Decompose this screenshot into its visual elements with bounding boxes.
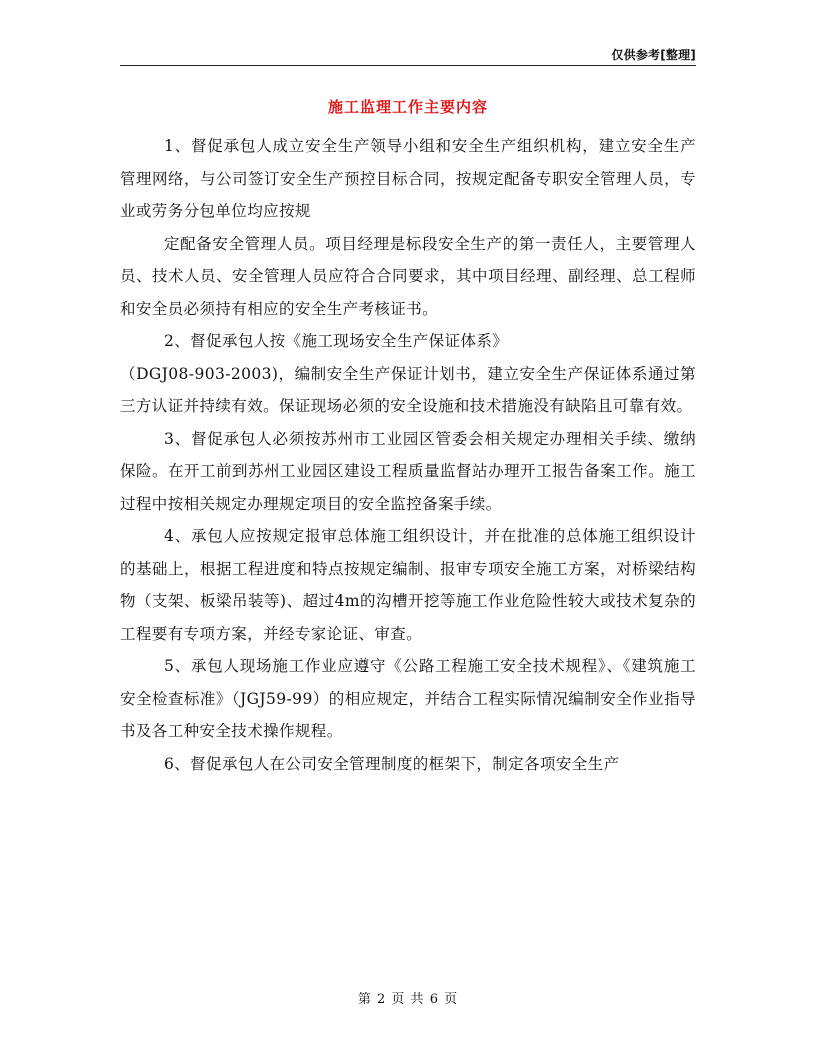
paragraph-2: 2、督促承包人按《施工现场安全生产保证体系》 — [164, 332, 509, 350]
running-header: 仅供参考[整理] — [611, 48, 696, 62]
document-title: 施工监理工作主要内容 — [327, 98, 488, 116]
paragraph-2-continued: （DGJ08-903-2003)，编制安全生产保证计划书，建立安全生产保证体系通过第三方认证并持续有效。保证现场必须的安全设施和技术措施没有缺陷且可靠有效。 — [120, 364, 696, 415]
paragraph-6: 6、督促承包人在公司安全管理制度的框架下，制定各项安全生产 — [164, 754, 620, 773]
header-rule — [120, 65, 696, 66]
document-body — [120, 130, 696, 780]
paragraph-3: 3、督促承包人必须按苏州市工业园区管委会相关规定办理相关手续、缴纳保险。在开工前到苏州工业园区建设工程质量监督站办理开工报告备案工作。施工过程中按相关规定办理规定项目的安全监控备案手续。 — [120, 429, 696, 513]
page-number: 第 2 页 共 6 页 — [357, 992, 459, 1007]
paragraph-4: 4、承包人应按规定报审总体施工组织设计，并在批准的总体施工组织设计的基础上，根据工程进度和特点按规定编制、报审专项安全施工方案，对桥梁结构物（支架、板梁吊装等)、超过4m的沟槽开挖等施工作业危险性较大或技术复杂的工程要有专项方案，并经专家论证、审查。 — [120, 527, 696, 643]
paragraph-1: 1、督促承包人成立安全生产领导小组和安全生产组织机构，建立安全生产管理网络，与公司签订安全生产预控目标合同，按规定配备专职安全管理人员，专业或劳务分包单位均应按规 — [120, 137, 696, 220]
paragraph-1-continued: 定配备安全管理人员。项目经理是标段安全生产的第一责任人，主要管理人员、技术人员、安全管理人员应符合合同要求，其中项目经理、副经理、总工程师和安全员必须持有相应的安全生产考核证书。 — [120, 234, 696, 318]
paragraph-5: 5、承包人现场施工作业应遵守《公路工程施工安全技术规程》、《建筑施工安全检查标准》（JGJ59-99）的相应规定，并结合工程实际情况编制安全作业指导书及各工种安全技术操作规程。 — [120, 657, 696, 740]
